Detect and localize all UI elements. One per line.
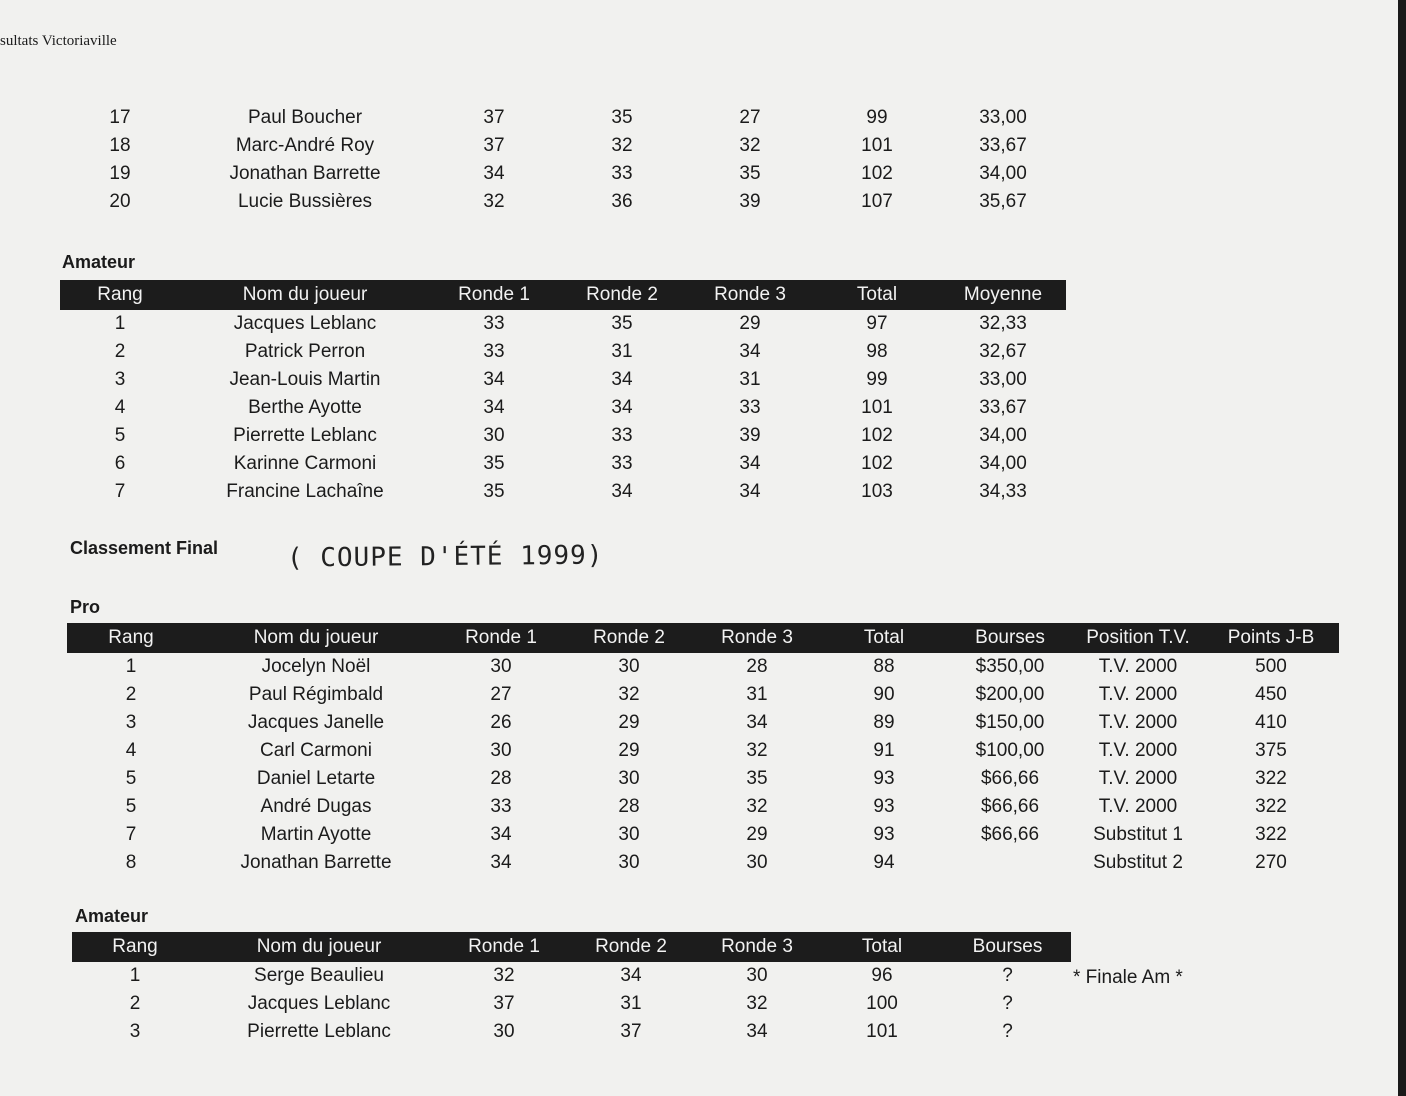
table-cell: 5 (114, 425, 126, 446)
table-cell: Pierrette Leblanc (247, 1021, 391, 1042)
table-cell: 1 (129, 965, 141, 986)
column-header: Ronde 1 (440, 932, 568, 962)
table-cell: André Dugas (260, 796, 372, 817)
table-row (60, 422, 1066, 450)
table-cell: 31 (746, 684, 768, 705)
table-cell: 6 (114, 453, 126, 474)
table-cell: 30 (483, 425, 505, 446)
table-cell: 31 (739, 369, 761, 390)
table-cell: $66,66 (980, 768, 1040, 789)
table-cell: 7 (114, 481, 126, 502)
table-cell: 34 (739, 341, 761, 362)
table-cell: 33,00 (979, 107, 1027, 128)
column-header: Position T.V. (1073, 623, 1203, 653)
table-row (60, 310, 1066, 338)
table-cell: 32,33 (979, 313, 1027, 334)
table-cell: 29 (618, 712, 640, 733)
table-cell: 32 (611, 135, 633, 156)
table-cell: 29 (739, 313, 761, 334)
amateur-results-table (60, 280, 1066, 506)
column-header: Ronde 3 (686, 280, 814, 310)
finale-amateur-note: * Finale Am * (1073, 967, 1183, 988)
table-cell: 35 (739, 163, 761, 184)
table-cell: 32 (746, 796, 768, 817)
table-cell: 35 (483, 453, 505, 474)
table-cell: 1 (114, 313, 126, 334)
table-cell: 1 (125, 656, 137, 677)
table-cell: 35 (611, 313, 633, 334)
table-row (67, 653, 1339, 681)
table-cell: 35,67 (979, 191, 1027, 212)
column-header: Rang (60, 280, 180, 310)
table-cell: 102 (861, 163, 893, 184)
table-cell: 34 (746, 712, 768, 733)
table-cell: 27 (490, 684, 512, 705)
table-cell: 35 (611, 107, 633, 128)
table-cell: 30 (746, 965, 768, 986)
table-cell: Paul Régimbald (248, 684, 384, 705)
table-cell: $66,66 (980, 796, 1040, 817)
table-cell: 34,00 (979, 425, 1027, 446)
table-row (72, 962, 1071, 990)
table-cell: 34 (483, 369, 505, 390)
table-cell: 32 (618, 684, 640, 705)
section-label-amateur: Amateur (62, 252, 136, 272)
table-cell: 93 (873, 768, 895, 789)
table-row (60, 478, 1066, 506)
table-cell: 32 (493, 965, 515, 986)
table-cell: 100 (866, 993, 898, 1014)
column-header: Points J-B (1203, 623, 1339, 653)
table-cell: 33,67 (979, 397, 1027, 418)
table-cell: 30 (618, 656, 640, 677)
table-cell: ? (1002, 1021, 1013, 1042)
table-cell: T.V. 2000 (1098, 656, 1178, 677)
table-cell: 89 (873, 712, 895, 733)
column-header: Moyenne (940, 280, 1066, 310)
continued-results-table (60, 104, 1066, 216)
table-cell: 2 (114, 341, 126, 362)
table-cell: Substitut 2 (1093, 852, 1183, 873)
table-cell: T.V. 2000 (1098, 768, 1178, 789)
table-cell: 37 (493, 993, 515, 1014)
column-header: Total (814, 280, 940, 310)
table-cell: 270 (1255, 852, 1287, 873)
table-row (60, 366, 1066, 394)
table-cell: 4 (125, 740, 137, 761)
table-cell: 375 (1255, 740, 1287, 761)
table-cell: 31 (620, 993, 642, 1014)
table-cell: 34 (611, 481, 633, 502)
table-cell: 33,67 (979, 135, 1027, 156)
table-cell: 102 (861, 453, 893, 474)
table-cell: 36 (611, 191, 633, 212)
table-cell: 34 (483, 163, 505, 184)
table-row (60, 132, 1066, 160)
table-cell: 2 (125, 684, 137, 705)
column-header: Nom du joueur (180, 280, 430, 310)
table-cell: 322 (1255, 796, 1287, 817)
table-cell: 37 (620, 1021, 642, 1042)
table-cell: 8 (125, 852, 137, 873)
table-cell: 30 (490, 656, 512, 677)
pro-final-table (67, 623, 1339, 877)
table-row (67, 737, 1339, 765)
table-cell: 34 (620, 965, 642, 986)
column-header: Ronde 1 (437, 623, 565, 653)
table-cell: 33 (483, 341, 505, 362)
table-cell: 91 (873, 740, 895, 761)
table-cell: Jacques Leblanc (247, 993, 391, 1014)
table-cell: 20 (109, 191, 131, 212)
page-header-title: sultats Victoriaville (0, 33, 117, 49)
table-cell: 33 (611, 453, 633, 474)
table-cell: $200,00 (975, 684, 1045, 705)
table-row (60, 338, 1066, 366)
table-cell: $66,66 (980, 824, 1040, 845)
section-label-pro: Pro (70, 597, 101, 617)
table-row (60, 104, 1066, 132)
table-row (60, 450, 1066, 478)
table-cell: 19 (109, 163, 131, 184)
table-cell: $350,00 (975, 656, 1045, 677)
table-cell: 34 (739, 453, 761, 474)
table-cell: T.V. 2000 (1098, 796, 1178, 817)
table-cell (947, 849, 1073, 877)
column-header: Total (821, 623, 947, 653)
table-cell: Carl Carmoni (260, 740, 372, 761)
table-cell: 29 (618, 740, 640, 761)
table-cell: Francine Lachaîne (226, 481, 384, 502)
table-cell: 39 (739, 191, 761, 212)
table-cell: 3 (129, 1021, 141, 1042)
column-header: Bourses (944, 932, 1071, 962)
table-cell: 33 (490, 796, 512, 817)
table-cell: Pierrette Leblanc (233, 425, 377, 446)
table-cell: 29 (746, 824, 768, 845)
table-cell: 97 (866, 313, 888, 334)
table-cell: Substitut 1 (1093, 824, 1183, 845)
table-cell: 34 (611, 369, 633, 390)
table-row (67, 709, 1339, 737)
table-cell: 30 (490, 740, 512, 761)
table-cell: 5 (125, 768, 137, 789)
table-cell: 5 (125, 796, 137, 817)
table-cell: 35 (746, 768, 768, 789)
table-cell: 30 (618, 768, 640, 789)
table-cell: 3 (125, 712, 137, 733)
column-header: Ronde 2 (558, 280, 686, 310)
table-row (72, 990, 1071, 1018)
table-cell: 30 (618, 852, 640, 873)
table-cell: 28 (618, 796, 640, 817)
table-row (67, 765, 1339, 793)
table-cell: 17 (109, 107, 131, 128)
table-cell: 30 (493, 1021, 515, 1042)
section-label-amateur-final: Amateur (75, 906, 149, 926)
table-row (67, 681, 1339, 709)
table-cell: 322 (1255, 824, 1287, 845)
table-row (60, 188, 1066, 216)
table-row (72, 1018, 1071, 1046)
table-cell: Jocelyn Noël (261, 656, 371, 677)
table-row (67, 849, 1339, 877)
handwritten-annotation: ( COUPE D'ÉTÉ 1999) (286, 540, 604, 574)
table-cell: 94 (873, 852, 895, 873)
table-cell: 33,00 (979, 369, 1027, 390)
table-cell: 28 (490, 768, 512, 789)
table-row (67, 821, 1339, 849)
table-cell: 103 (861, 481, 893, 502)
table-cell: $150,00 (975, 712, 1045, 733)
table-cell: 26 (490, 712, 512, 733)
table-cell: 99 (866, 369, 888, 390)
table-cell: Karinne Carmoni (233, 453, 377, 474)
column-header: Rang (72, 932, 198, 962)
table-cell: 107 (861, 191, 893, 212)
table-cell: Jean-Louis Martin (229, 369, 381, 390)
amateur-final-table (72, 932, 1071, 1046)
column-header: Nom du joueur (198, 932, 440, 962)
table-cell: 32 (483, 191, 505, 212)
column-header: Bourses (947, 623, 1073, 653)
table-cell: 101 (861, 135, 893, 156)
table-cell: 30 (618, 824, 640, 845)
table-cell: Serge Beaulieu (254, 965, 384, 986)
column-header: Ronde 2 (565, 623, 693, 653)
table-cell: 500 (1255, 656, 1287, 677)
table-cell: 34 (490, 824, 512, 845)
table-cell: $100,00 (975, 740, 1045, 761)
table-cell: Jonathan Barrette (240, 852, 392, 873)
table-cell: 101 (861, 397, 893, 418)
table-cell: 31 (611, 341, 633, 362)
table-cell: 34 (746, 1021, 768, 1042)
table-cell: 410 (1255, 712, 1287, 733)
table-cell: Patrick Perron (244, 341, 366, 362)
page-edge (1398, 0, 1406, 1096)
table-cell: 34,00 (979, 453, 1027, 474)
table-cell: 32 (746, 993, 768, 1014)
column-header: Ronde 3 (694, 932, 820, 962)
table-cell: 34 (611, 397, 633, 418)
table-cell: 322 (1255, 768, 1287, 789)
column-header: Ronde 1 (430, 280, 558, 310)
table-cell: Jonathan Barrette (229, 163, 381, 184)
table-cell: 34 (490, 852, 512, 873)
table-cell: 34,33 (979, 481, 1027, 502)
table-cell: 33 (611, 163, 633, 184)
table-cell: 37 (483, 107, 505, 128)
section-label-classement-final: Classement Final (70, 538, 219, 558)
table-cell: 93 (873, 796, 895, 817)
table-cell: Jacques Leblanc (233, 313, 377, 334)
table-cell: 34,00 (979, 163, 1027, 184)
table-cell: 98 (866, 341, 888, 362)
table-cell: Marc-André Roy (235, 135, 375, 156)
table-cell: T.V. 2000 (1098, 684, 1178, 705)
column-header: Ronde 3 (693, 623, 821, 653)
table-cell: 30 (746, 852, 768, 873)
table-cell: 37 (483, 135, 505, 156)
table-cell: 3 (114, 369, 126, 390)
table-cell: Martin Ayotte (260, 824, 372, 845)
table-cell: T.V. 2000 (1098, 740, 1178, 761)
table-cell: 33 (611, 425, 633, 446)
table-cell: T.V. 2000 (1098, 712, 1178, 733)
table-cell: 101 (866, 1021, 898, 1042)
table-cell: 34 (739, 481, 761, 502)
table-cell: ? (1002, 965, 1013, 986)
column-header: Total (820, 932, 944, 962)
table-cell: 32,67 (979, 341, 1027, 362)
table-cell: Daniel Letarte (256, 768, 376, 789)
table-cell: 27 (739, 107, 761, 128)
table-cell: 34 (483, 397, 505, 418)
table-cell: 33 (739, 397, 761, 418)
column-header: Rang (67, 623, 195, 653)
table-cell: 450 (1255, 684, 1287, 705)
table-cell: 33 (483, 313, 505, 334)
column-header: Ronde 2 (568, 932, 694, 962)
table-cell: 35 (483, 481, 505, 502)
table-cell: 96 (871, 965, 893, 986)
table-cell: 32 (746, 740, 768, 761)
table-cell: 18 (109, 135, 131, 156)
table-cell: 90 (873, 684, 895, 705)
table-cell: 102 (861, 425, 893, 446)
column-header: Nom du joueur (195, 623, 437, 653)
table-cell: 7 (125, 824, 137, 845)
table-cell: 2 (129, 993, 141, 1014)
table-cell: 99 (866, 107, 888, 128)
table-cell: ? (1002, 993, 1013, 1014)
table-cell: 4 (114, 397, 126, 418)
table-cell: Lucie Bussières (237, 191, 373, 212)
table-row (60, 160, 1066, 188)
table-cell: Berthe Ayotte (248, 397, 362, 418)
table-row (60, 394, 1066, 422)
table-cell: 88 (873, 656, 895, 677)
table-cell: 93 (873, 824, 895, 845)
table-row (67, 793, 1339, 821)
table-cell: Jacques Janelle (247, 712, 385, 733)
table-cell: Paul Boucher (247, 107, 363, 128)
table-cell: 28 (746, 656, 768, 677)
table-cell: 32 (739, 135, 761, 156)
table-cell: 39 (739, 425, 761, 446)
